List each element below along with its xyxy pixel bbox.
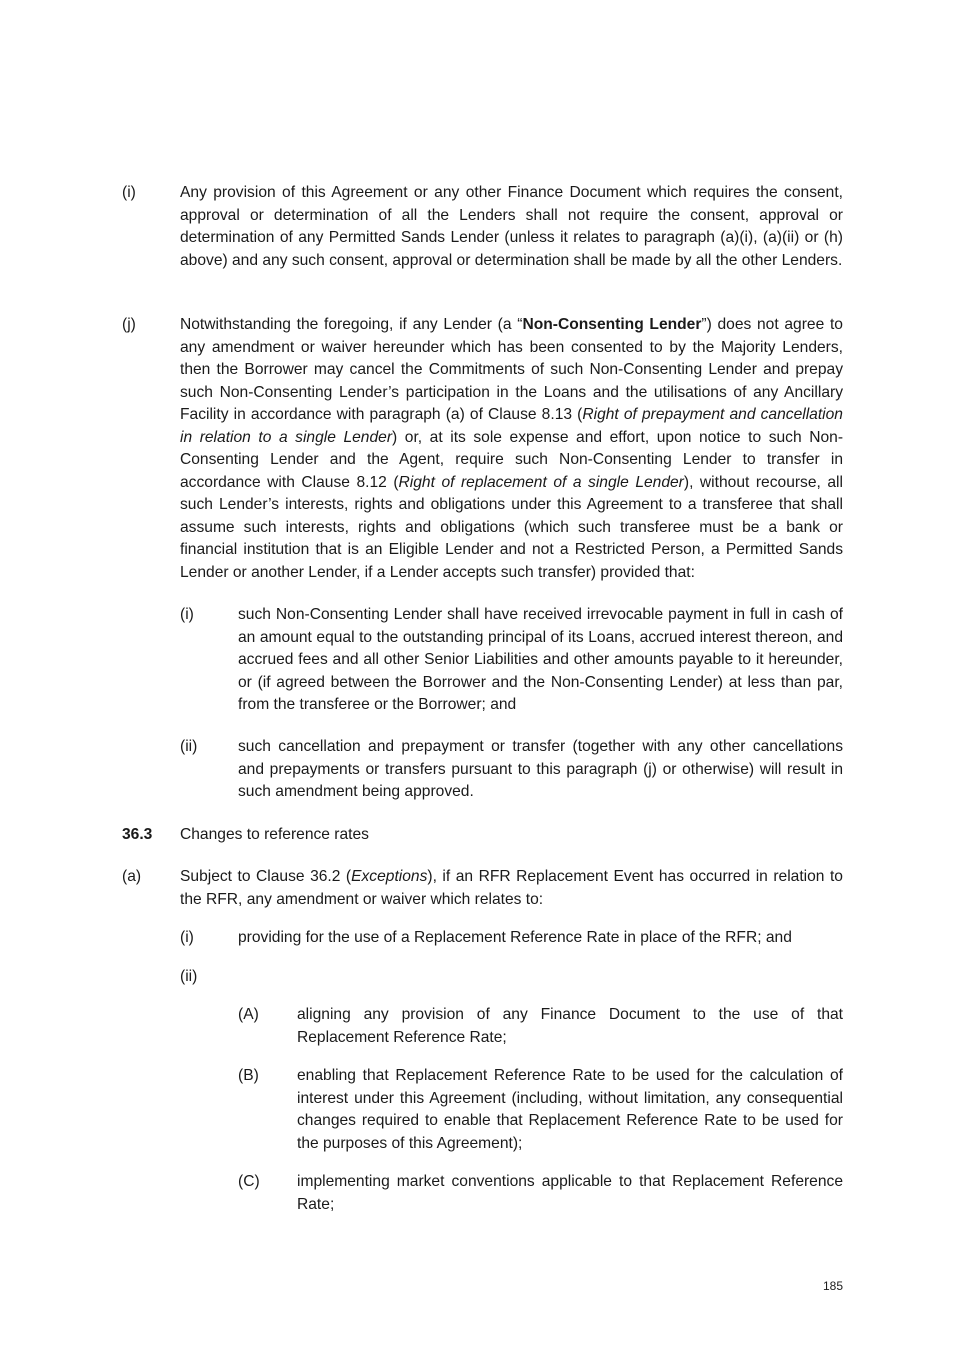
paragraph-number: (a) [122, 868, 142, 885]
paragraph-number: (i) [122, 184, 136, 201]
page-number: 185 [822, 1279, 843, 1293]
text-run: ), without recourse, all such Lender’s interests, rights and obligations under this Agreement to a transferee that shall assume such interests, rights and obligations (which such transferee must be a bank or financial institution that is an Eligible Lender and not a Restricted Person, a Permitted Sands Lender or another Lender, if a Lender accepts such transfer) provided that: [180, 473, 843, 581]
subparagraph-text: such Non-Consenting Lender shall have received irrevocable payment in full in cash of an amount equal to the outstanding principal of its Loans, accrued interest thereon, and accrued fees and all other Senior Liabilities and other amounts payable to it hereunder, or (if agreed between the Borrower and the Non-Consenting Lender) at less than par, from the transferee or the Borrower; and [238, 606, 843, 713]
paragraph-number: (j) [122, 316, 136, 333]
item-text: aligning any provision of any Finance Document to the use of that Replacement Reference Rate; [297, 1006, 843, 1046]
subparagraph-number: (ii) [180, 738, 198, 755]
paragraph-text: Any provision of this Agreement or any other Finance Document which requires the consent, approval or determination of all the Lenders shall not require the consent, approval or determination of any Permitted Sands Lender (unless it relates to paragraph (a)(i), (a)(ii) or (h) above) and any such consent, approval or determination shall be made by all the other Lenders. [180, 184, 843, 269]
item-number: (A) [238, 1006, 259, 1023]
item-text: implementing market conventions applicable to that Replacement Reference Rate; [297, 1173, 843, 1213]
subparagraph-number: (i) [180, 606, 194, 623]
item-number: (C) [238, 1173, 260, 1190]
text-run: ) or, at its sole expense and effort, upon notice to such Non-Consenting Lender and the Agent, require such Non-Consenting Lender to transfer in accordance with Clause 8.12 ( [180, 428, 844, 491]
section-title: Changes to reference rates [180, 826, 369, 843]
subparagraph-text: providing for the use of a Replacement Reference Rate in place of the RFR; and [238, 929, 792, 946]
text-run: ”) does not agree to any amendment or waiver hereunder which has been consented to by the Majority Lenders, then the Borrower may cancel the Commitments of such Non-Consenting Lender and prepay such Non-Consenting Lender’s participation in the Loans and the utilisations of any Ancillary Facility in accordance with paragraph (a) of Clause 8.13 ( [180, 316, 843, 423]
text-run: ), if an RFR Replacement Event has occurred in relation to the RFR, any amendment or waiver which relates to: [180, 868, 843, 908]
paragraph-text [180, 314, 843, 584]
item-text: enabling that Replacement Reference Rate to be used for the calculation of interest under this Agreement (including, without limitation, any consequential changes required to enable that Replacement Reference Rate to be used for the purposes of this Agreement); [297, 1067, 843, 1152]
clause-reference: Right of prepayment and cancellation in relation to a single Lender [180, 406, 843, 446]
item-number: (B) [238, 1067, 259, 1084]
clause-reference: Right of replacement of a single Lender [398, 473, 684, 491]
subparagraph-text: such cancellation and prepayment or transfer (together with any other cancellations and prepayments or transfers pursuant to this paragraph (j) or otherwise) will result in such amendment being approved. [238, 738, 843, 800]
clause-reference: Exceptions [351, 868, 428, 885]
subparagraph-number: (i) [180, 929, 194, 946]
subparagraph-number: (ii) [180, 968, 198, 985]
section-number: 36.3 [122, 826, 153, 843]
defined-term: Non-Consenting Lender [522, 316, 702, 333]
text-run: Notwithstanding the foregoing, if any Lender (a “ [180, 316, 523, 333]
text-run: Subject to Clause 36.2 ( [180, 868, 352, 885]
paragraph-text [180, 866, 843, 911]
